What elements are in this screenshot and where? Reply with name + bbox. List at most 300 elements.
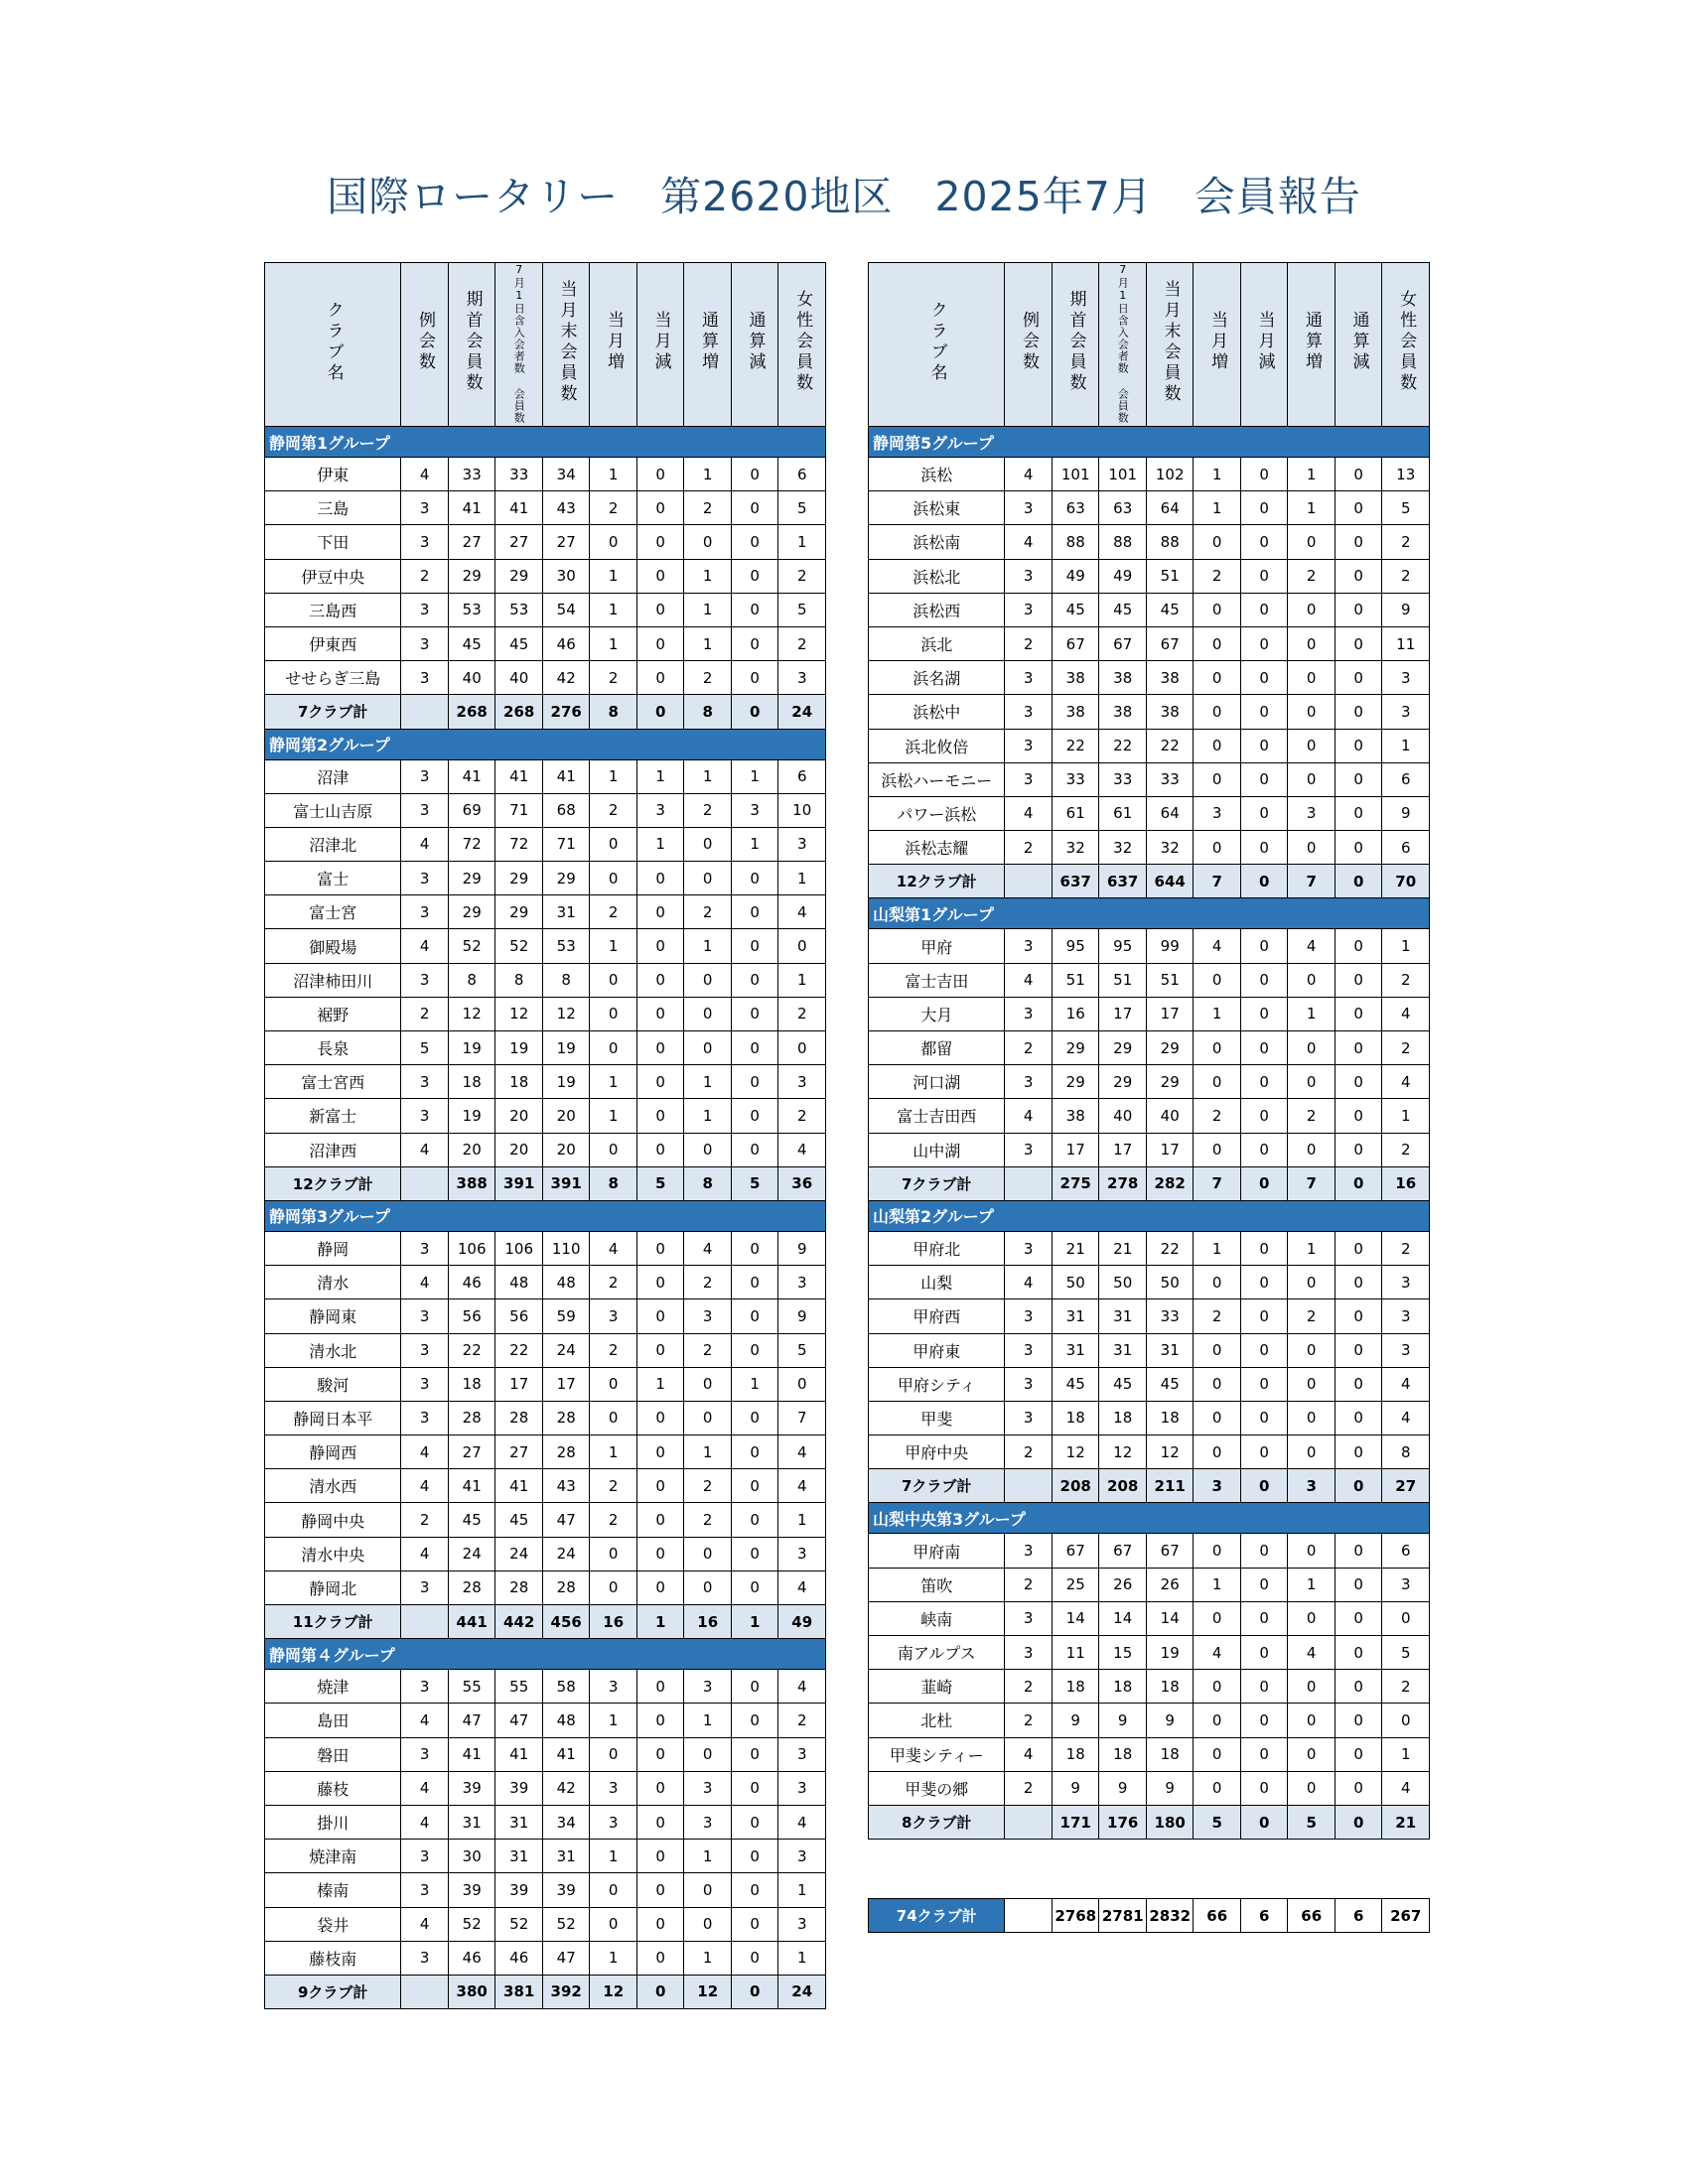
group-header-row bbox=[265, 427, 826, 458]
total-month-increase-cell: 16 bbox=[590, 1605, 637, 1639]
total-month-end-members-cell: 644 bbox=[1146, 865, 1194, 898]
total-month-end-members-cell: 391 bbox=[542, 1166, 590, 1200]
month-increase-cell: 2 bbox=[590, 1266, 637, 1299]
month-increase-cell: 0 bbox=[590, 827, 637, 861]
meetings-cell: 3 bbox=[401, 593, 449, 626]
month-end-members-cell: 22 bbox=[1146, 729, 1194, 762]
header-month-decrease bbox=[1240, 263, 1288, 427]
start-members-cell: 28 bbox=[448, 1570, 495, 1604]
table-row bbox=[869, 491, 1430, 525]
month-increase-cell: 0 bbox=[590, 1737, 637, 1771]
start-members-cell: 95 bbox=[1052, 929, 1099, 963]
female-members-cell: 2 bbox=[778, 1704, 826, 1737]
meetings-cell: 2 bbox=[401, 1503, 449, 1537]
group-total-row bbox=[869, 865, 1430, 898]
header-text: 7月1日含入会者数 会員数 bbox=[512, 263, 526, 424]
table-row bbox=[265, 1737, 826, 1771]
start-members-cell: 72 bbox=[448, 827, 495, 861]
meetings-cell: 3 bbox=[401, 525, 449, 559]
start-members-cell: 46 bbox=[448, 1266, 495, 1299]
table-row bbox=[265, 1299, 826, 1333]
month-decrease-cell: 0 bbox=[1240, 1031, 1288, 1065]
total-female-members-cell: 27 bbox=[1382, 1469, 1430, 1503]
header-total-decrease bbox=[731, 263, 778, 427]
table-row bbox=[265, 1266, 826, 1299]
total-increase-cell: 1 bbox=[684, 1435, 732, 1469]
meetings-cell: 4 bbox=[401, 1771, 449, 1805]
total-month-end-members-cell: 276 bbox=[542, 695, 590, 729]
table-row bbox=[869, 695, 1430, 729]
jul1-members-cell: 32 bbox=[1099, 831, 1147, 865]
female-members-cell: 3 bbox=[778, 827, 826, 861]
jul1-members-cell: 29 bbox=[495, 559, 543, 593]
total-increase-cell: 1 bbox=[684, 929, 732, 963]
month-end-members-cell: 17 bbox=[1146, 997, 1194, 1030]
start-members-cell: 30 bbox=[448, 1840, 495, 1873]
month-decrease-cell: 0 bbox=[636, 1133, 684, 1166]
female-members-cell: 2 bbox=[778, 1099, 826, 1133]
total-increase-cell: 2 bbox=[1288, 1299, 1336, 1333]
jul1-members-cell: 45 bbox=[495, 1503, 543, 1537]
jul1-members-cell: 27 bbox=[495, 525, 543, 559]
header-month-increase bbox=[590, 263, 637, 427]
total-decrease-cell: 0 bbox=[1335, 491, 1382, 525]
month-end-members-cell: 47 bbox=[542, 1503, 590, 1537]
header-start-members bbox=[448, 263, 495, 427]
female-members-cell: 9 bbox=[778, 1299, 826, 1333]
month-increase-cell: 4 bbox=[1194, 929, 1241, 963]
month-decrease-cell: 0 bbox=[636, 1805, 684, 1839]
month-end-members-cell: 34 bbox=[542, 458, 590, 491]
total-increase-cell: 0 bbox=[1288, 1534, 1336, 1568]
club-name-cell: 浜北 bbox=[869, 626, 1005, 660]
group-total-row bbox=[869, 1805, 1430, 1839]
female-members-cell: 1 bbox=[778, 1873, 826, 1907]
club-name-cell: 甲府西 bbox=[869, 1299, 1005, 1333]
table-row bbox=[265, 1333, 826, 1367]
month-decrease-cell: 0 bbox=[1240, 1636, 1288, 1670]
month-increase-cell: 1 bbox=[590, 759, 637, 793]
total-decrease-cell: 0 bbox=[731, 1704, 778, 1737]
month-end-members-cell: 12 bbox=[542, 997, 590, 1030]
table-row bbox=[869, 963, 1430, 997]
table-row bbox=[869, 762, 1430, 796]
meetings-cell: 4 bbox=[1005, 1737, 1053, 1771]
table-row bbox=[265, 1840, 826, 1873]
total-increase-cell: 1 bbox=[684, 458, 732, 491]
club-name-cell: 藤枝 bbox=[265, 1771, 401, 1805]
total-month-end-members-cell: 456 bbox=[542, 1605, 590, 1639]
header-club-name bbox=[265, 263, 401, 427]
table-row bbox=[265, 963, 826, 997]
header-start-members bbox=[1052, 263, 1099, 427]
month-end-members-cell: 51 bbox=[1146, 963, 1194, 997]
month-decrease-cell: 0 bbox=[1240, 1601, 1288, 1635]
start-members-cell: 63 bbox=[1052, 491, 1099, 525]
total-total-decrease-cell: 1 bbox=[731, 1605, 778, 1639]
month-increase-cell: 0 bbox=[1194, 1367, 1241, 1401]
club-name-cell: 富士吉田西 bbox=[869, 1099, 1005, 1133]
club-name-cell: 静岡日本平 bbox=[265, 1401, 401, 1434]
total-increase-cell: 0 bbox=[684, 997, 732, 1030]
month-decrease-cell: 0 bbox=[1240, 661, 1288, 695]
start-members-cell: 56 bbox=[448, 1299, 495, 1333]
month-increase-cell: 0 bbox=[1194, 626, 1241, 660]
meetings-cell: 4 bbox=[401, 1704, 449, 1737]
total-total-decrease-cell: 0 bbox=[1335, 1469, 1382, 1503]
month-decrease-cell: 0 bbox=[636, 559, 684, 593]
total-increase-cell: 0 bbox=[1288, 525, 1336, 559]
month-decrease-cell: 0 bbox=[636, 1873, 684, 1907]
total-meetings-cell bbox=[1005, 1469, 1053, 1503]
month-end-members-cell: 45 bbox=[1146, 593, 1194, 626]
total-increase-cell: 0 bbox=[684, 1873, 732, 1907]
total-decrease-cell: 0 bbox=[731, 1266, 778, 1299]
month-end-members-cell: 18 bbox=[1146, 1401, 1194, 1434]
month-increase-cell: 1 bbox=[590, 1941, 637, 1975]
meetings-cell: 3 bbox=[401, 1670, 449, 1704]
total-increase-cell: 1 bbox=[684, 1099, 732, 1133]
table-row bbox=[265, 525, 826, 559]
month-end-members-cell: 64 bbox=[1146, 491, 1194, 525]
jul1-members-cell: 101 bbox=[1099, 458, 1147, 491]
month-increase-cell: 2 bbox=[1194, 559, 1241, 593]
total-decrease-cell: 0 bbox=[1335, 1266, 1382, 1299]
meetings-cell: 4 bbox=[401, 458, 449, 491]
table-row bbox=[869, 559, 1430, 593]
month-end-members-cell: 67 bbox=[1146, 1534, 1194, 1568]
total-decrease-cell: 0 bbox=[731, 1670, 778, 1704]
table-row bbox=[869, 1636, 1430, 1670]
total-decrease-cell: 0 bbox=[731, 1133, 778, 1166]
group-name: 静岡第3グループ bbox=[265, 1200, 826, 1231]
header-total-decrease bbox=[1335, 263, 1382, 427]
total-decrease-cell: 0 bbox=[1335, 458, 1382, 491]
header-text: 期首会員数 bbox=[462, 290, 483, 395]
jul1-members-cell: 95 bbox=[1099, 929, 1147, 963]
meetings-cell: 3 bbox=[1005, 1534, 1053, 1568]
club-name-cell: 浜松東 bbox=[869, 491, 1005, 525]
start-members-cell: 25 bbox=[1052, 1568, 1099, 1601]
header-meetings bbox=[401, 263, 449, 427]
meetings-cell: 3 bbox=[1005, 729, 1053, 762]
jul1-members-cell: 15 bbox=[1099, 1636, 1147, 1670]
month-increase-cell: 4 bbox=[590, 1231, 637, 1265]
meetings-cell: 2 bbox=[1005, 1435, 1053, 1469]
grand-total-decrease-cell: 6 bbox=[1335, 1899, 1382, 1933]
club-name-cell: 甲府中央 bbox=[869, 1435, 1005, 1469]
month-decrease-cell: 0 bbox=[636, 1031, 684, 1065]
female-members-cell: 1 bbox=[778, 963, 826, 997]
month-increase-cell: 0 bbox=[1194, 1333, 1241, 1367]
month-decrease-cell: 0 bbox=[636, 862, 684, 895]
female-members-cell: 1 bbox=[778, 525, 826, 559]
total-increase-cell: 0 bbox=[684, 862, 732, 895]
start-members-cell: 31 bbox=[1052, 1299, 1099, 1333]
month-increase-cell: 0 bbox=[1194, 1031, 1241, 1065]
table-row bbox=[265, 1099, 826, 1133]
meetings-cell: 4 bbox=[1005, 963, 1053, 997]
month-decrease-cell: 0 bbox=[1240, 695, 1288, 729]
female-members-cell: 6 bbox=[1382, 831, 1430, 865]
total-decrease-cell: 0 bbox=[1335, 1333, 1382, 1367]
total-club-name-cell: 8クラブ計 bbox=[869, 1805, 1005, 1839]
month-increase-cell: 1 bbox=[590, 1840, 637, 1873]
meetings-cell: 3 bbox=[401, 626, 449, 660]
month-decrease-cell: 0 bbox=[1240, 559, 1288, 593]
total-start-members-cell: 388 bbox=[448, 1166, 495, 1200]
club-name-cell: 富士宮 bbox=[265, 895, 401, 929]
total-month-end-members-cell: 211 bbox=[1146, 1469, 1194, 1503]
female-members-cell: 1 bbox=[1382, 929, 1430, 963]
total-decrease-cell: 3 bbox=[731, 793, 778, 827]
total-increase-cell: 2 bbox=[684, 1469, 732, 1503]
month-increase-cell: 2 bbox=[1194, 1099, 1241, 1133]
month-decrease-cell: 0 bbox=[1240, 1231, 1288, 1265]
group-name: 山梨第1グループ bbox=[869, 898, 1430, 929]
month-decrease-cell: 0 bbox=[1240, 1099, 1288, 1133]
total-decrease-cell: 0 bbox=[731, 862, 778, 895]
jul1-members-cell: 28 bbox=[495, 1401, 543, 1434]
female-members-cell: 2 bbox=[778, 626, 826, 660]
total-decrease-cell: 0 bbox=[731, 1537, 778, 1570]
month-decrease-cell: 0 bbox=[1240, 1534, 1288, 1568]
header-text: 当月末会員数 bbox=[556, 279, 577, 405]
meetings-cell: 5 bbox=[401, 1031, 449, 1065]
group-total-row bbox=[265, 1975, 826, 2008]
total-decrease-cell: 0 bbox=[1335, 525, 1382, 559]
total-month-decrease-cell: 0 bbox=[1240, 1469, 1288, 1503]
jul1-members-cell: 9 bbox=[1099, 1704, 1147, 1737]
jul1-members-cell: 33 bbox=[1099, 762, 1147, 796]
month-decrease-cell: 0 bbox=[636, 1670, 684, 1704]
total-increase-cell: 0 bbox=[1288, 831, 1336, 865]
month-end-members-cell: 39 bbox=[542, 1873, 590, 1907]
total-jul1-members-cell: 391 bbox=[495, 1166, 543, 1200]
table-row bbox=[265, 1704, 826, 1737]
female-members-cell: 3 bbox=[778, 1537, 826, 1570]
total-increase-cell: 0 bbox=[684, 827, 732, 861]
group-header-row bbox=[869, 1200, 1430, 1231]
female-members-cell: 5 bbox=[1382, 491, 1430, 525]
total-meetings-cell bbox=[401, 1975, 449, 2008]
month-end-members-cell: 8 bbox=[542, 963, 590, 997]
female-members-cell: 4 bbox=[778, 1805, 826, 1839]
club-name-cell: 甲斐シティー bbox=[869, 1737, 1005, 1771]
total-increase-cell: 1 bbox=[1288, 491, 1336, 525]
table-row bbox=[869, 1401, 1430, 1434]
group-total-row bbox=[265, 1605, 826, 1639]
header-text: 7月1日含入会者数 会員数 bbox=[1116, 263, 1130, 424]
club-name-cell: 甲府東 bbox=[869, 1333, 1005, 1367]
month-increase-cell: 0 bbox=[1194, 525, 1241, 559]
start-members-cell: 19 bbox=[448, 1099, 495, 1133]
start-members-cell: 51 bbox=[1052, 963, 1099, 997]
club-name-cell: 焼津 bbox=[265, 1670, 401, 1704]
meetings-cell: 3 bbox=[401, 1333, 449, 1367]
jul1-members-cell: 18 bbox=[1099, 1670, 1147, 1704]
start-members-cell: 29 bbox=[1052, 1065, 1099, 1099]
jul1-members-cell: 29 bbox=[495, 895, 543, 929]
club-name-cell: 富士宮西 bbox=[265, 1065, 401, 1099]
month-decrease-cell: 0 bbox=[636, 593, 684, 626]
jul1-members-cell: 46 bbox=[495, 1941, 543, 1975]
month-increase-cell: 0 bbox=[1194, 1534, 1241, 1568]
total-decrease-cell: 0 bbox=[731, 1873, 778, 1907]
female-members-cell: 3 bbox=[1382, 695, 1430, 729]
table-row bbox=[869, 1231, 1430, 1265]
club-name-cell: 伊東西 bbox=[265, 626, 401, 660]
club-name-cell: 甲斐の郷 bbox=[869, 1771, 1005, 1805]
club-name-cell: 島田 bbox=[265, 1704, 401, 1737]
total-decrease-cell: 0 bbox=[731, 1435, 778, 1469]
total-decrease-cell: 0 bbox=[1335, 1099, 1382, 1133]
month-end-members-cell: 30 bbox=[542, 559, 590, 593]
month-increase-cell: 1 bbox=[590, 559, 637, 593]
grand-month-increase-cell: 66 bbox=[1194, 1899, 1241, 1933]
total-decrease-cell: 0 bbox=[731, 1299, 778, 1333]
total-decrease-cell: 0 bbox=[731, 559, 778, 593]
jul1-members-cell: 41 bbox=[495, 759, 543, 793]
total-increase-cell: 0 bbox=[684, 1907, 732, 1941]
female-members-cell: 1 bbox=[778, 862, 826, 895]
grand-total-table bbox=[868, 1898, 1430, 1933]
month-increase-cell: 0 bbox=[590, 1031, 637, 1065]
female-members-cell: 6 bbox=[778, 759, 826, 793]
total-total-increase-cell: 16 bbox=[684, 1605, 732, 1639]
month-decrease-cell: 0 bbox=[1240, 796, 1288, 830]
jul1-members-cell: 72 bbox=[495, 827, 543, 861]
start-members-cell: 53 bbox=[448, 593, 495, 626]
jul1-members-cell: 21 bbox=[1099, 1231, 1147, 1265]
group-header-row bbox=[869, 898, 1430, 929]
month-end-members-cell: 29 bbox=[1146, 1031, 1194, 1065]
jul1-members-cell: 38 bbox=[1099, 695, 1147, 729]
meetings-cell: 4 bbox=[1005, 1266, 1053, 1299]
month-decrease-cell: 0 bbox=[1240, 1401, 1288, 1434]
female-members-cell: 4 bbox=[1382, 997, 1430, 1030]
total-increase-cell: 0 bbox=[1288, 1737, 1336, 1771]
meetings-cell: 3 bbox=[1005, 1065, 1053, 1099]
meetings-cell: 3 bbox=[1005, 1401, 1053, 1434]
total-decrease-cell: 0 bbox=[1335, 1636, 1382, 1670]
total-increase-cell: 1 bbox=[684, 1704, 732, 1737]
table-row bbox=[869, 1771, 1430, 1805]
month-end-members-cell: 38 bbox=[1146, 695, 1194, 729]
right-membership-table bbox=[868, 262, 1430, 1840]
month-increase-cell: 0 bbox=[1194, 1771, 1241, 1805]
club-name-cell: 浜松ハーモニー bbox=[869, 762, 1005, 796]
club-name-cell: 静岡中央 bbox=[265, 1503, 401, 1537]
total-decrease-cell: 0 bbox=[731, 1941, 778, 1975]
month-end-members-cell: 31 bbox=[1146, 1333, 1194, 1367]
jul1-members-cell: 17 bbox=[495, 1367, 543, 1401]
total-increase-cell: 0 bbox=[1288, 1435, 1336, 1469]
meetings-cell: 2 bbox=[1005, 1670, 1053, 1704]
group-header-row bbox=[265, 1200, 826, 1231]
club-name-cell: 伊東 bbox=[265, 458, 401, 491]
jul1-members-cell: 22 bbox=[1099, 729, 1147, 762]
total-start-members-cell: 275 bbox=[1052, 1166, 1099, 1200]
total-decrease-cell: 0 bbox=[1335, 1737, 1382, 1771]
month-end-members-cell: 52 bbox=[542, 1907, 590, 1941]
month-end-members-cell: 34 bbox=[542, 1805, 590, 1839]
month-end-members-cell: 24 bbox=[542, 1537, 590, 1570]
start-members-cell: 22 bbox=[448, 1333, 495, 1367]
month-decrease-cell: 0 bbox=[1240, 1435, 1288, 1469]
total-decrease-cell: 0 bbox=[731, 1771, 778, 1805]
month-end-members-cell: 48 bbox=[542, 1266, 590, 1299]
total-jul1-members-cell: 381 bbox=[495, 1975, 543, 2008]
total-decrease-cell: 0 bbox=[1335, 1435, 1382, 1469]
month-increase-cell: 0 bbox=[590, 1401, 637, 1434]
female-members-cell: 3 bbox=[778, 661, 826, 695]
club-name-cell: 峡南 bbox=[869, 1601, 1005, 1635]
meetings-cell: 3 bbox=[1005, 762, 1053, 796]
club-name-cell: 沼津北 bbox=[265, 827, 401, 861]
month-decrease-cell: 0 bbox=[636, 1941, 684, 1975]
total-decrease-cell: 0 bbox=[1335, 1065, 1382, 1099]
month-decrease-cell: 0 bbox=[1240, 1133, 1288, 1166]
group-name: 山梨第2グループ bbox=[869, 1200, 1430, 1231]
meetings-cell: 3 bbox=[401, 1941, 449, 1975]
meetings-cell: 3 bbox=[401, 491, 449, 525]
jul1-members-cell: 71 bbox=[495, 793, 543, 827]
total-start-members-cell: 171 bbox=[1052, 1805, 1099, 1839]
start-members-cell: 20 bbox=[448, 1133, 495, 1166]
table-row bbox=[265, 1670, 826, 1704]
month-increase-cell: 0 bbox=[590, 1367, 637, 1401]
jul1-members-cell: 48 bbox=[495, 1266, 543, 1299]
month-decrease-cell: 0 bbox=[1240, 1333, 1288, 1367]
month-increase-cell: 2 bbox=[590, 1333, 637, 1367]
total-total-increase-cell: 5 bbox=[1288, 1805, 1336, 1839]
total-increase-cell: 1 bbox=[1288, 1231, 1336, 1265]
start-members-cell: 8 bbox=[448, 963, 495, 997]
start-members-cell: 38 bbox=[1052, 695, 1099, 729]
start-members-cell: 88 bbox=[1052, 525, 1099, 559]
club-name-cell: 山梨 bbox=[869, 1266, 1005, 1299]
club-name-cell: 浜名湖 bbox=[869, 661, 1005, 695]
month-end-members-cell: 71 bbox=[542, 827, 590, 861]
month-increase-cell: 2 bbox=[590, 491, 637, 525]
meetings-cell: 4 bbox=[1005, 458, 1053, 491]
total-increase-cell: 2 bbox=[684, 1503, 732, 1537]
club-name-cell: 袋井 bbox=[265, 1907, 401, 1941]
total-increase-cell: 0 bbox=[1288, 762, 1336, 796]
meetings-cell: 4 bbox=[401, 929, 449, 963]
total-increase-cell: 0 bbox=[684, 1737, 732, 1771]
table-row bbox=[869, 1099, 1430, 1133]
meetings-cell: 4 bbox=[1005, 525, 1053, 559]
header-jul1-members bbox=[1099, 263, 1147, 427]
month-increase-cell: 4 bbox=[1194, 1636, 1241, 1670]
start-members-cell: 33 bbox=[448, 458, 495, 491]
month-increase-cell: 1 bbox=[590, 1435, 637, 1469]
club-name-cell: 清水 bbox=[265, 1266, 401, 1299]
total-decrease-cell: 0 bbox=[1335, 831, 1382, 865]
meetings-cell: 3 bbox=[1005, 559, 1053, 593]
total-club-name-cell: 12クラブ計 bbox=[869, 865, 1005, 898]
total-total-increase-cell: 7 bbox=[1288, 865, 1336, 898]
female-members-cell: 0 bbox=[778, 929, 826, 963]
female-members-cell: 9 bbox=[1382, 593, 1430, 626]
table-row bbox=[265, 759, 826, 793]
total-decrease-cell: 0 bbox=[731, 661, 778, 695]
total-month-end-members-cell: 282 bbox=[1146, 1166, 1194, 1200]
total-decrease-cell: 1 bbox=[731, 827, 778, 861]
total-increase-cell: 0 bbox=[684, 1367, 732, 1401]
